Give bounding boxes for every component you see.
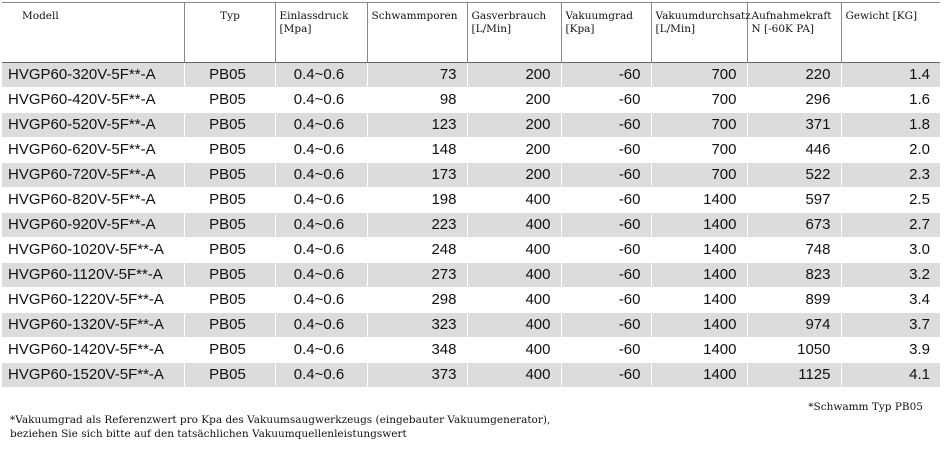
cell-aufnahmekraft: 748: [747, 238, 841, 263]
cell-schwammporen: 148: [367, 138, 467, 163]
table-header-row: [2, 3, 940, 63]
cell-gewicht: 1.4: [841, 63, 940, 88]
cell-model: HVGP60-620V-5F**-A: [2, 138, 184, 163]
cell-typ: PB05: [184, 138, 275, 163]
cell-typ: PB05: [184, 338, 275, 363]
cell-gasverbrauch: 400: [467, 288, 561, 313]
cell-gewicht: 3.7: [841, 313, 940, 338]
header-modell: Modell: [2, 3, 184, 63]
cell-einlassdruck: 0.4~0.6: [275, 88, 367, 113]
cell-model: HVGP60-1120V-5F**-A: [2, 263, 184, 288]
cell-vakuumdurchsatz: 700: [651, 113, 747, 138]
cell-gewicht: 4.1: [841, 363, 940, 388]
table-row: [2, 363, 940, 388]
table-row: [2, 338, 940, 363]
cell-gewicht: 2.7: [841, 213, 940, 238]
cell-aufnahmekraft: 899: [747, 288, 841, 313]
table-row: [2, 88, 940, 113]
table-row: [2, 163, 940, 188]
cell-einlassdruck: 0.4~0.6: [275, 338, 367, 363]
cell-gasverbrauch: 200: [467, 88, 561, 113]
cell-typ: PB05: [184, 213, 275, 238]
header-gewicht: Gewicht [KG]: [841, 3, 940, 63]
table-row: [2, 188, 940, 213]
cell-vakuumdurchsatz: 1400: [651, 238, 747, 263]
cell-aufnahmekraft: 673: [747, 213, 841, 238]
cell-aufnahmekraft: 371: [747, 113, 841, 138]
cell-model: HVGP60-1420V-5F**-A: [2, 338, 184, 363]
cell-gewicht: 3.0: [841, 238, 940, 263]
cell-typ: PB05: [184, 188, 275, 213]
cell-schwammporen: 73: [367, 63, 467, 88]
footnote: [10, 413, 550, 441]
cell-gasverbrauch: 400: [467, 313, 561, 338]
cell-aufnahmekraft: 1050: [747, 338, 841, 363]
table-row: [2, 313, 940, 338]
cell-vakuumgrad: -60: [561, 88, 651, 113]
cell-einlassdruck: 0.4~0.6: [275, 213, 367, 238]
cell-vakuumdurchsatz: 700: [651, 88, 747, 113]
cell-einlassdruck: 0.4~0.6: [275, 263, 367, 288]
cell-gewicht: 3.2: [841, 263, 940, 288]
cell-gasverbrauch: 400: [467, 338, 561, 363]
cell-vakuumdurchsatz: 1400: [651, 263, 747, 288]
cell-vakuumgrad: -60: [561, 188, 651, 213]
cell-typ: PB05: [184, 238, 275, 263]
cell-gewicht: 3.4: [841, 288, 940, 313]
cell-typ: PB05: [184, 263, 275, 288]
cell-schwammporen: 323: [367, 313, 467, 338]
cell-gasverbrauch: 400: [467, 363, 561, 388]
cell-typ: PB05: [184, 313, 275, 338]
cell-model: HVGP60-1020V-5F**-A: [2, 238, 184, 263]
header-aufnahmekraft: Aufnahmekraft N [-60K PA]: [747, 3, 841, 63]
cell-model: HVGP60-1520V-5F**-A: [2, 363, 184, 388]
cell-einlassdruck: 0.4~0.6: [275, 188, 367, 213]
cell-einlassdruck: 0.4~0.6: [275, 138, 367, 163]
cell-vakuumdurchsatz: 1400: [651, 313, 747, 338]
cell-aufnahmekraft: 446: [747, 138, 841, 163]
cell-gasverbrauch: 400: [467, 238, 561, 263]
cell-schwammporen: 373: [367, 363, 467, 388]
cell-vakuumgrad: -60: [561, 363, 651, 388]
cell-model: HVGP60-520V-5F**-A: [2, 113, 184, 138]
cell-aufnahmekraft: 220: [747, 63, 841, 88]
cell-model: HVGP60-820V-5F**-A: [2, 188, 184, 213]
cell-vakuumgrad: -60: [561, 138, 651, 163]
table-row: [2, 238, 940, 263]
table-row: [2, 138, 940, 163]
cell-aufnahmekraft: 974: [747, 313, 841, 338]
cell-typ: PB05: [184, 288, 275, 313]
cell-schwammporen: 273: [367, 263, 467, 288]
cell-gewicht: 2.3: [841, 163, 940, 188]
cell-model: HVGP60-420V-5F**-A: [2, 88, 184, 113]
footnote-line-2: beziehen Sie sich bitte auf den tatsächlichen Vakuumquellenleistungswert: [10, 428, 407, 440]
cell-schwammporen: 248: [367, 238, 467, 263]
cell-gasverbrauch: 200: [467, 63, 561, 88]
cell-einlassdruck: 0.4~0.6: [275, 113, 367, 138]
cell-aufnahmekraft: 597: [747, 188, 841, 213]
cell-einlassdruck: 0.4~0.6: [275, 313, 367, 338]
cell-vakuumdurchsatz: 1400: [651, 363, 747, 388]
cell-gewicht: 3.9: [841, 338, 940, 363]
cell-schwammporen: 348: [367, 338, 467, 363]
cell-einlassdruck: 0.4~0.6: [275, 363, 367, 388]
cell-aufnahmekraft: 823: [747, 263, 841, 288]
cell-schwammporen: 223: [367, 213, 467, 238]
table-body: [2, 63, 940, 388]
cell-aufnahmekraft: 1125: [747, 363, 841, 388]
cell-gasverbrauch: 200: [467, 113, 561, 138]
cell-vakuumgrad: -60: [561, 313, 651, 338]
cell-gasverbrauch: 200: [467, 163, 561, 188]
cell-schwammporen: 298: [367, 288, 467, 313]
table-row: [2, 288, 940, 313]
cell-typ: PB05: [184, 113, 275, 138]
cell-vakuumgrad: -60: [561, 238, 651, 263]
cell-model: HVGP60-720V-5F**-A: [2, 163, 184, 188]
header-gasverbrauch: Gasverbrauch [L/Min]: [467, 3, 561, 63]
cell-gewicht: 2.0: [841, 138, 940, 163]
cell-gasverbrauch: 200: [467, 138, 561, 163]
cell-vakuumgrad: -60: [561, 213, 651, 238]
cell-schwammporen: 198: [367, 188, 467, 213]
cell-vakuumdurchsatz: 700: [651, 138, 747, 163]
table-row: [2, 213, 940, 238]
cell-vakuumdurchsatz: 1400: [651, 188, 747, 213]
cell-einlassdruck: 0.4~0.6: [275, 63, 367, 88]
cell-aufnahmekraft: 522: [747, 163, 841, 188]
cell-vakuumdurchsatz: 1400: [651, 213, 747, 238]
cell-vakuumgrad: -60: [561, 288, 651, 313]
cell-typ: PB05: [184, 163, 275, 188]
cell-gasverbrauch: 400: [467, 263, 561, 288]
header-schwammporen: Schwammporen: [367, 3, 467, 63]
cell-typ: PB05: [184, 88, 275, 113]
cell-vakuumgrad: -60: [561, 63, 651, 88]
header-typ: Typ: [184, 3, 275, 63]
cell-gewicht: 1.6: [841, 88, 940, 113]
cell-einlassdruck: 0.4~0.6: [275, 238, 367, 263]
sponge-type-note: *Schwamm Typ PB05: [808, 401, 923, 413]
cell-einlassdruck: 0.4~0.6: [275, 288, 367, 313]
cell-model: HVGP60-920V-5F**-A: [2, 213, 184, 238]
cell-vakuumgrad: -60: [561, 338, 651, 363]
spec-table: [2, 2, 940, 388]
cell-vakuumdurchsatz: 1400: [651, 338, 747, 363]
header-vakuumdurchsatz: Vakuumdurchsatz [L/Min]: [651, 3, 747, 63]
cell-vakuumgrad: -60: [561, 263, 651, 288]
cell-typ: PB05: [184, 63, 275, 88]
cell-gewicht: 1.8: [841, 113, 940, 138]
header-vakuumgrad: Vakuumgrad [Kpa]: [561, 3, 651, 63]
footnote-line-1: *Vakuumgrad als Referenzwert pro Kpa des Vakuumsaugwerkzeugs (eingebauter Vakuumgenerator),: [10, 414, 551, 426]
header-einlassdruck: Einlassdruck [Mpa]: [275, 3, 367, 63]
cell-vakuumgrad: -60: [561, 163, 651, 188]
cell-gewicht: 2.5: [841, 188, 940, 213]
cell-einlassdruck: 0.4~0.6: [275, 163, 367, 188]
cell-vakuumdurchsatz: 700: [651, 163, 747, 188]
cell-model: HVGP60-320V-5F**-A: [2, 63, 184, 88]
table-row: [2, 263, 940, 288]
table-row: [2, 63, 940, 88]
cell-model: HVGP60-1320V-5F**-A: [2, 313, 184, 338]
cell-aufnahmekraft: 296: [747, 88, 841, 113]
cell-vakuumdurchsatz: 1400: [651, 288, 747, 313]
cell-model: HVGP60-1220V-5F**-A: [2, 288, 184, 313]
table-row: [2, 113, 940, 138]
cell-schwammporen: 123: [367, 113, 467, 138]
cell-vakuumdurchsatz: 700: [651, 63, 747, 88]
cell-schwammporen: 173: [367, 163, 467, 188]
cell-gasverbrauch: 400: [467, 213, 561, 238]
cell-typ: PB05: [184, 363, 275, 388]
cell-schwammporen: 98: [367, 88, 467, 113]
cell-vakuumgrad: -60: [561, 113, 651, 138]
cell-gasverbrauch: 400: [467, 188, 561, 213]
